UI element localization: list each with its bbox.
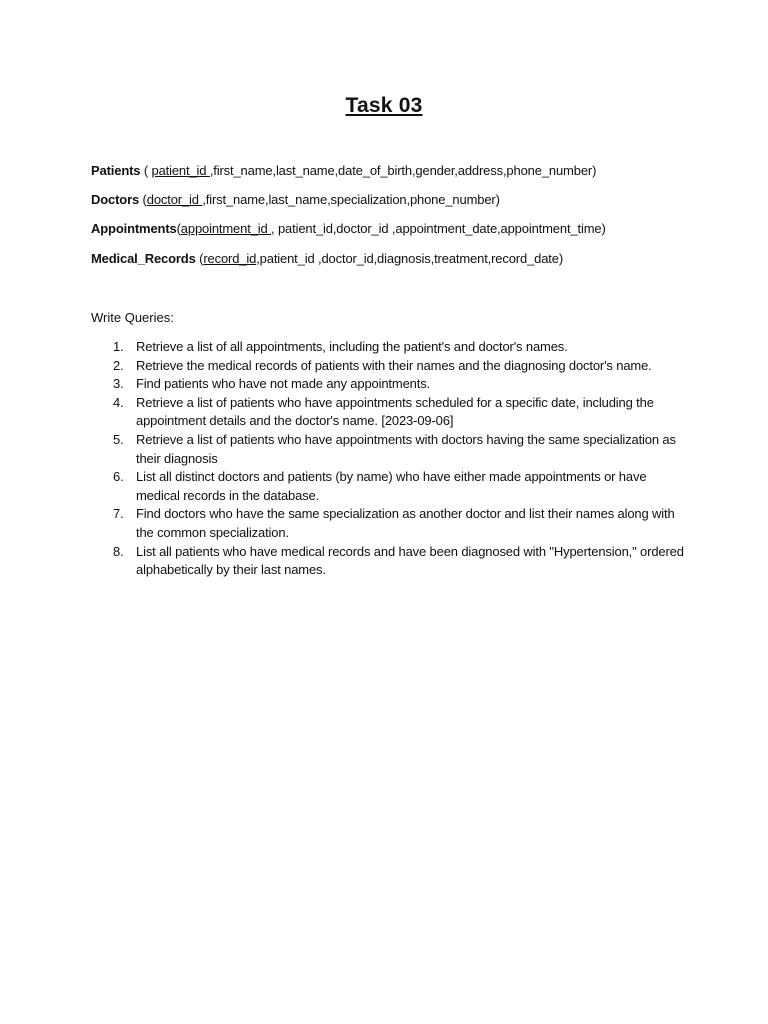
schema-doctors [91,192,500,207]
schema-open: ( [140,163,152,178]
schema-open: ( [139,192,147,207]
query-number: 1. [113,339,124,354]
primary-key: doctor_id [146,192,203,207]
query-number: 7. [113,506,124,522]
query-number: 6. [113,469,124,485]
query-list [91,338,691,580]
query-text: Find patients who have not made any appointments. [136,376,431,392]
query-text: List all distinct doctors and patients (by name) who have either made appointments or have medical records in the database. [136,469,647,503]
primary-key: patient_id [151,163,210,178]
schema-patients [91,163,596,178]
query-item-7 [91,505,691,542]
query-text: Retrieve the medical records of patients with their names and the diagnosing doctor's name. [136,357,652,373]
query-number: 8. [113,543,124,559]
query-number: 3. [113,376,124,392]
primary-key: appointment_id [180,221,272,236]
query-item-8 [91,543,691,580]
schema-columns: ,patient_id ,doctor_id,diagnosis,treatment,record_date) [256,251,564,266]
query-item-5 [91,431,691,468]
schema-columns: ,first_name,last_name,date_of_birth,gender,address,phone_number) [209,163,597,178]
query-item-4 [91,394,691,431]
query-item-6 [91,468,691,505]
query-number: 4. [113,394,124,410]
query-text: Retrieve a list of patients who have appointments scheduled for a specific date, including the appointment details and the doctor's name. [2023-09-06] [136,394,654,429]
table-name: Appointments [91,221,177,236]
query-text: List all patients who have medical records and have been diagnosed with "Hypertension," ordered alphabetically by their last names. [136,543,684,578]
schema-columns: , patient_id,doctor_id ,appointment_date,appointment_time) [271,221,606,236]
query-item-1 [91,338,691,357]
query-item-2 [91,357,691,376]
query-text: Retrieve a list of patients who have appointments with doctors having the same specialization as their diagnosis [136,431,676,466]
table-name: Doctors [91,192,140,207]
primary-key: record_id [203,251,257,266]
page-title: Task 03 [345,94,423,117]
write-queries-label: Write Queries: [91,310,174,325]
schema-appointments [91,221,606,236]
schema-medical-records [91,251,563,266]
schema-columns: ,first_name,last_name,specialization,phone_number) [202,192,500,207]
query-item-3 [91,375,691,394]
table-name: Medical_Records [91,251,196,266]
query-text: Retrieve a list of all appointments, including the patient's and doctor's names. [136,339,568,354]
query-number: 2. [113,357,124,373]
table-name: Patients [91,163,141,178]
query-number: 5. [113,431,124,447]
schema-open: ( [176,221,181,236]
query-text: Find doctors who have the same specialization as another doctor and list their names along with the common specialization. [136,506,675,540]
schema-open: ( [195,251,204,266]
